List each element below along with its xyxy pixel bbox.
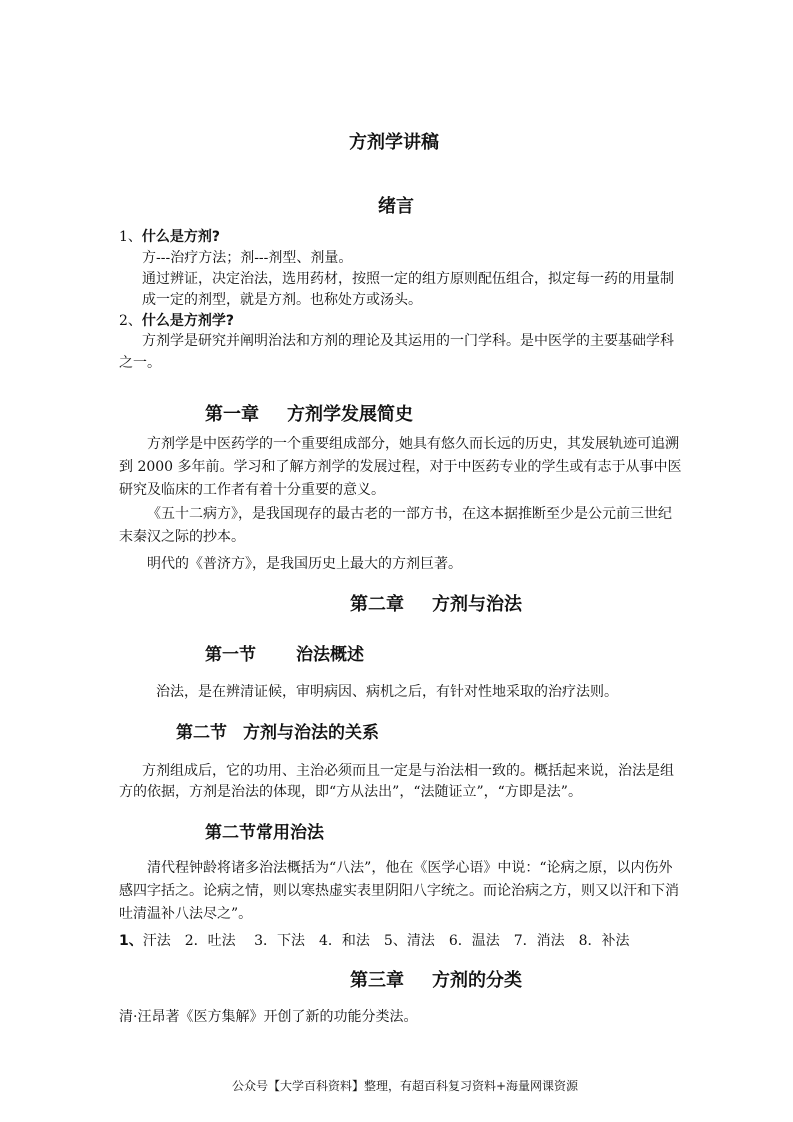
section-1-number: 第一节 xyxy=(205,645,256,665)
paragraph-line: 研究及临床的工作者有着十分重要的意义。 xyxy=(119,482,385,498)
paragraph-line: 感四字括之。论病之情，则以寒热虚实表里阴阳八字统之。而论治病之方，则又以汗和下消 xyxy=(119,883,679,899)
paragraph-line: 末秦汉之际的抄本。 xyxy=(119,529,245,545)
chapter-2-heading xyxy=(350,590,522,616)
chapter-1-number: 第一章 xyxy=(205,404,259,425)
section-3-heading: 第二节常用治法 xyxy=(205,823,324,843)
question-1-title: 什么是方剂? xyxy=(141,229,221,245)
paragraph-line: 吐清温补八法尽之”。 xyxy=(119,906,253,922)
chapter-3-number: 第三章 xyxy=(350,970,404,991)
question-2 xyxy=(119,310,234,330)
paragraph-line: 成一定的剂型，就是方剂。也称处方或汤头。 xyxy=(142,292,422,308)
chapter-2-number: 第二章 xyxy=(350,594,404,615)
paragraph-line: 明代的《普济方》，是我国历史上最大的方剂巨著。 xyxy=(147,556,462,572)
paragraph-line: 《五十二病方》，是我国现存的最古老的一部方书，在这本据推断至少是公元前三世纪 xyxy=(147,506,672,522)
paragraph-line: 方剂组成后，它的功用、主治必须而且一定是与治法相一致的。概括起来说，治法是组 xyxy=(142,763,674,779)
paragraph-line: 方的依据，方剂是治法的体现，即“方从法出”，“法随证立”，“方即是法”。 xyxy=(119,784,582,800)
question-2-number: 2、 xyxy=(119,313,142,329)
paragraph-line: 治法，是在辨清证候，审明病因、病机之后，有针对性地采取的治疗法则。 xyxy=(156,684,618,700)
paragraph-line: 之一。 xyxy=(119,355,161,371)
question-1 xyxy=(119,226,220,246)
methods-list-number: 1、 xyxy=(119,933,143,949)
chapter-3-title: 方剂的分类 xyxy=(432,970,522,991)
paragraph-line: 方---治疗方法；剂---剂型、剂量。 xyxy=(142,250,353,266)
paragraph-line: 清·汪昂著《医方集解》开创了新的功能分类法。 xyxy=(119,1009,418,1025)
paragraph-line: 方剂学是研究并阐明治法和方剂的理论及其运用的一门学科。是中医学的主要基础学科 xyxy=(142,333,674,349)
chapter-2-title: 方剂与治法 xyxy=(432,594,522,615)
intro-heading: 绪言 xyxy=(378,196,414,217)
chapter-1-heading xyxy=(205,400,413,426)
page-footer: 公众号【大学百科资料】整理，有超百科复习资料+海量网课资源 xyxy=(232,1079,579,1093)
treatment-methods-list xyxy=(119,930,630,950)
paragraph-line: 清代程钟龄将诸多治法概括为“八法”，他在《医学心语》中说：“论病之原，以内伤外 xyxy=(147,860,673,876)
section-1-heading xyxy=(205,640,364,665)
document-title: 方剂学讲稿 xyxy=(349,132,439,153)
section-2-number: 第二节 xyxy=(176,723,227,743)
paragraph-line: 方剂学是中医药学的一个重要组成部分，她具有悠久而长远的历史，其发展轨迹可追溯 xyxy=(147,436,679,452)
section-2-title: 方剂与治法的关系 xyxy=(243,723,379,743)
question-2-title: 什么是方剂学? xyxy=(141,313,235,329)
question-1-number: 1、 xyxy=(119,229,142,245)
chapter-1-title: 方剂学发展简史 xyxy=(287,404,413,425)
paragraph-line: 通过辨证，决定治法，选用药材，按照一定的组方原则配伍组合，拟定每一药的用量制 xyxy=(142,271,674,287)
section-1-title: 治法概述 xyxy=(296,645,364,665)
methods-list-items: 汗法 2．吐法 3．下法 4．和法 5、清法 6．温法 7．消法 8．补法 xyxy=(142,933,630,949)
paragraph-line: 到 2000 多年前。学习和了解方剂学的发展过程，对于中医药专业的学生或有志于从事中医 xyxy=(119,459,682,475)
section-2-heading xyxy=(176,718,379,743)
chapter-3-heading xyxy=(350,966,522,992)
